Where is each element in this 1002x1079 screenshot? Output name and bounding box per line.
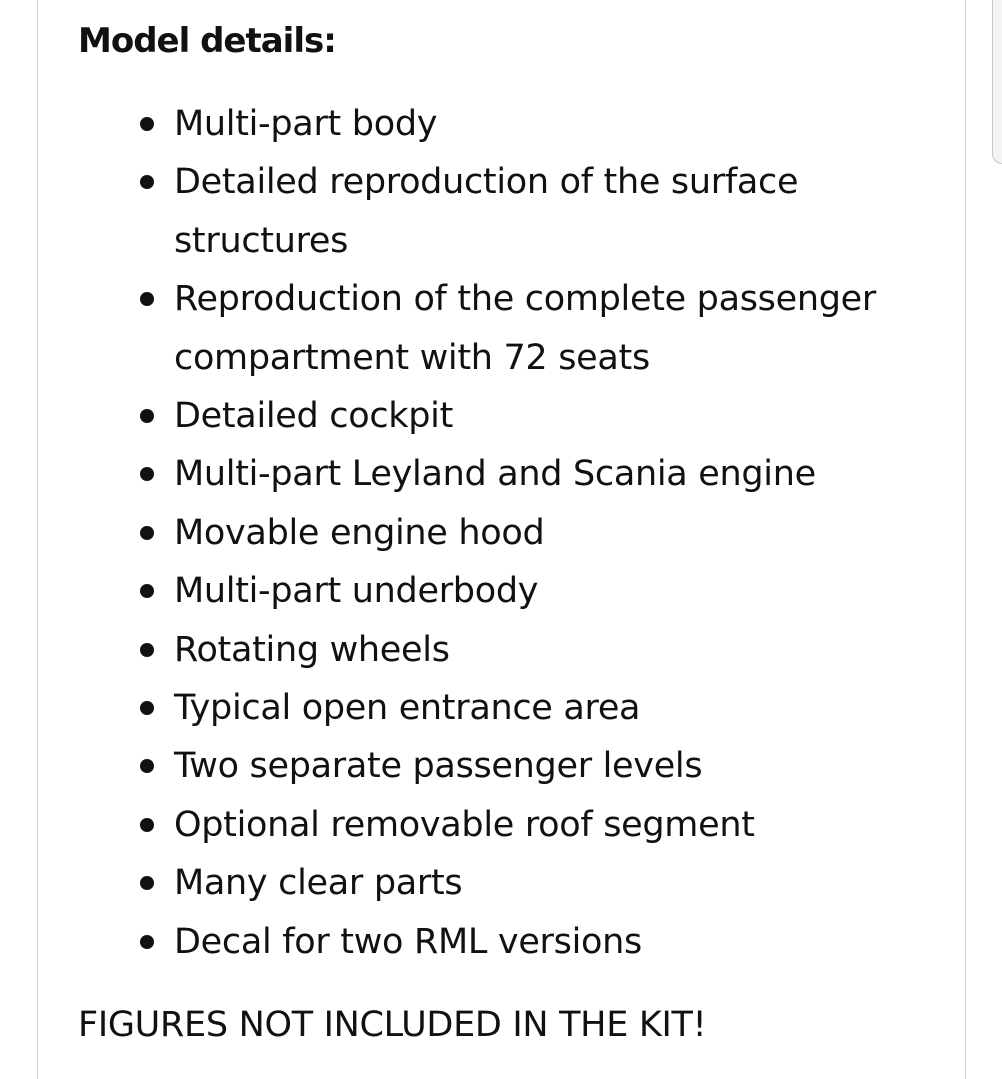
bullet-icon — [140, 643, 154, 657]
feature-text: Movable engine hood — [174, 512, 545, 553]
feature-text: Detailed reproduction of the surface structures — [174, 162, 799, 261]
bullet-icon — [140, 467, 154, 481]
feature-text: Many clear parts — [174, 863, 463, 904]
feature-text: Typical open entrance area — [174, 688, 641, 729]
feature-text: Multi-part Leyland and Scania engine — [174, 454, 816, 495]
feature-item — [78, 679, 938, 737]
bullet-icon — [140, 526, 154, 540]
bullet-icon — [140, 935, 154, 949]
bullet-icon — [140, 818, 154, 832]
bullet-icon — [140, 759, 154, 773]
feature-text: Two separate passenger levels — [174, 746, 703, 787]
feature-text: Rotating wheels — [174, 629, 450, 670]
bullet-icon — [140, 584, 154, 598]
feature-text: Optional removable roof segment — [174, 804, 755, 845]
feature-text: Multi-part underbody — [174, 571, 539, 612]
bullet-icon — [140, 701, 154, 715]
feature-item — [78, 737, 938, 795]
feature-text: Reproduction of the complete passenger compartment with 72 seats — [174, 279, 876, 378]
feature-text: Decal for two RML versions — [174, 921, 642, 962]
feature-item — [78, 562, 938, 620]
feature-item — [78, 445, 938, 503]
feature-item — [78, 387, 938, 445]
feature-item — [78, 796, 938, 854]
scrollbar-edge[interactable] — [992, 0, 1002, 164]
model-details-heading: Model details: — [78, 21, 336, 61]
feature-item — [78, 270, 938, 387]
figures-notice: FIGURES NOT INCLUDED IN THE KIT! — [78, 1005, 707, 1045]
feature-item — [78, 95, 938, 153]
bullet-icon — [140, 876, 154, 890]
feature-text: Multi-part body — [174, 104, 438, 144]
feature-item — [78, 854, 938, 912]
feature-item — [78, 504, 938, 562]
feature-item — [78, 913, 938, 971]
feature-list — [78, 95, 938, 971]
bullet-icon — [140, 175, 154, 189]
feature-text: Detailed cockpit — [174, 396, 454, 437]
bullet-icon — [140, 292, 154, 306]
feature-item — [78, 153, 938, 270]
bullet-icon — [140, 409, 154, 423]
content-card — [37, 0, 966, 1079]
feature-item — [78, 621, 938, 679]
bullet-icon — [140, 117, 154, 131]
